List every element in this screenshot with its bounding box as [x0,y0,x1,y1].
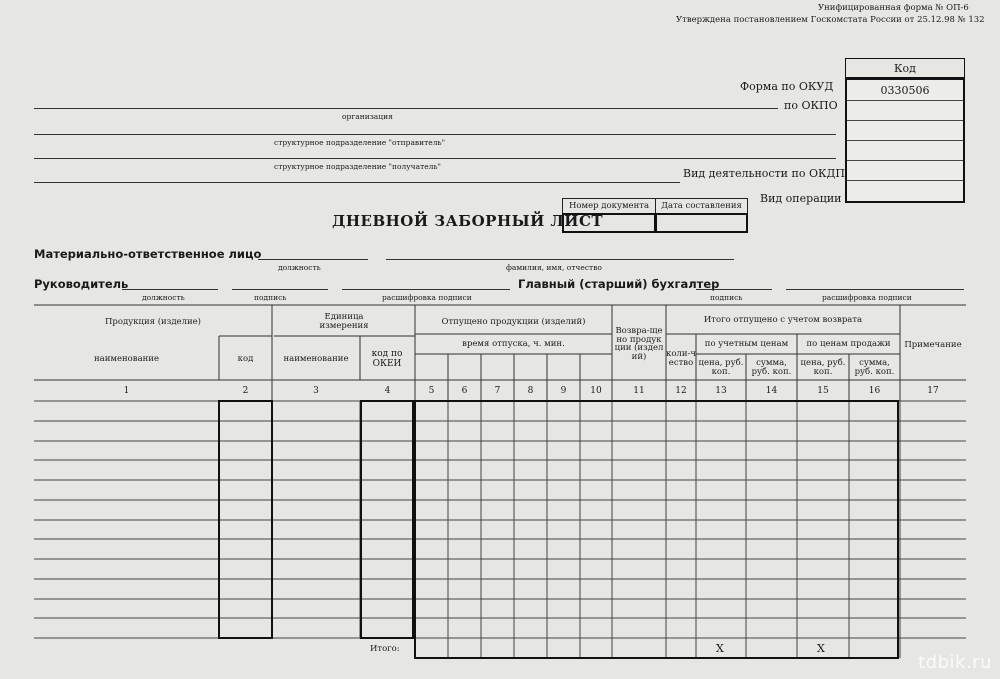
th-time: время отпуска, ч. мин. [462,339,565,349]
approval-note: Утверждена постановлением Госкомстата России от 25.12.98 № 132 [676,15,985,25]
th-name: наименование [93,354,160,364]
th-account-prices: по учетным ценам [704,339,789,349]
dept-receiver-caption: структурное подразделение "получатель" [274,162,441,171]
column-number-2: 2 [242,386,249,396]
th-okei: код по ОКЕИ [371,349,403,369]
okud-label: Форма по ОКУД [740,80,834,93]
responsible-name-caption: фамилия, имя, отчество [506,263,602,272]
dept-sender-caption: структурное подразделение "отправитель" [274,138,446,147]
column-number-10: 10 [590,386,602,396]
column-number-4: 4 [384,386,391,396]
column-number-13: 13 [715,386,727,396]
total-x-13: X [716,642,724,655]
th-price2: цена, руб. коп. [800,358,846,377]
manager-decoding-caption: расшифровка подписи [382,293,472,302]
column-number-8: 8 [527,386,534,396]
doc-number-header: Номер документа [562,198,656,214]
manager-label: Руководитель [34,277,129,291]
column-number-6: 6 [461,386,468,396]
column-number-5: 5 [428,386,435,396]
okpo-label: по ОКПО [784,99,838,112]
okdp-label: Вид деятельности по ОКДП [683,167,846,180]
column-number-1: 1 [123,386,130,396]
th-released: Отпущено продукции (изделий) [441,317,586,327]
chief-accountant-label: Главный (старший) бухгалтер [518,277,720,291]
responsible-position-caption: должность [278,263,321,272]
th-returned: Возвра-щено продукции (изделий) [614,326,664,362]
th-product: Продукция (изделие) [104,317,201,327]
th-code: код [237,354,254,364]
column-number-9: 9 [560,386,567,396]
th-price1: цена, руб. коп. [698,358,744,377]
accountant-signature-caption: подпись [710,293,743,302]
column-number-11: 11 [633,386,645,396]
okud-code-value: 0330506 [880,84,930,97]
watermark: tdbik.ru [918,652,992,673]
column-number-14: 14 [765,386,778,396]
column-number-7: 7 [494,386,501,396]
manager-position-caption: должность [142,293,185,302]
document-title: ДНЕВНОЙ ЗАБОРНЫЙ ЛИСТ [332,212,604,230]
th-sum2: сумма, руб. коп. [854,358,895,377]
column-number-16: 16 [868,386,881,396]
form-name: Унифицированная форма № ОП-6 [818,3,969,13]
th-total: Итого отпущено с учетом возврата [703,315,863,325]
doc-date-header: Дата составления [655,198,748,214]
th-qty: коли-чество [666,349,696,368]
column-number-17: 17 [927,386,939,396]
column-number-3: 3 [313,386,319,396]
code-box-header: Код [845,58,965,78]
th-sale-prices: по ценам продажи [806,339,891,349]
organization-caption: организация [342,112,393,121]
th-unit: Единица измерения [319,312,369,331]
column-number-15: 15 [817,386,829,396]
total-x-15: X [817,642,825,655]
responsible-person-label: Материально-ответственное лицо [34,247,262,261]
th-note: Примечание [904,340,962,350]
th-unit-name: наименование [283,354,349,364]
th-sum1: сумма, руб. коп. [751,358,792,377]
accountant-decoding-caption: расшифровка подписи [822,293,912,302]
operation-label: Вид операции [760,192,842,205]
manager-signature-caption: подпись [254,293,287,302]
column-number-12: 12 [675,386,687,396]
total-label: Итого: [370,644,400,654]
